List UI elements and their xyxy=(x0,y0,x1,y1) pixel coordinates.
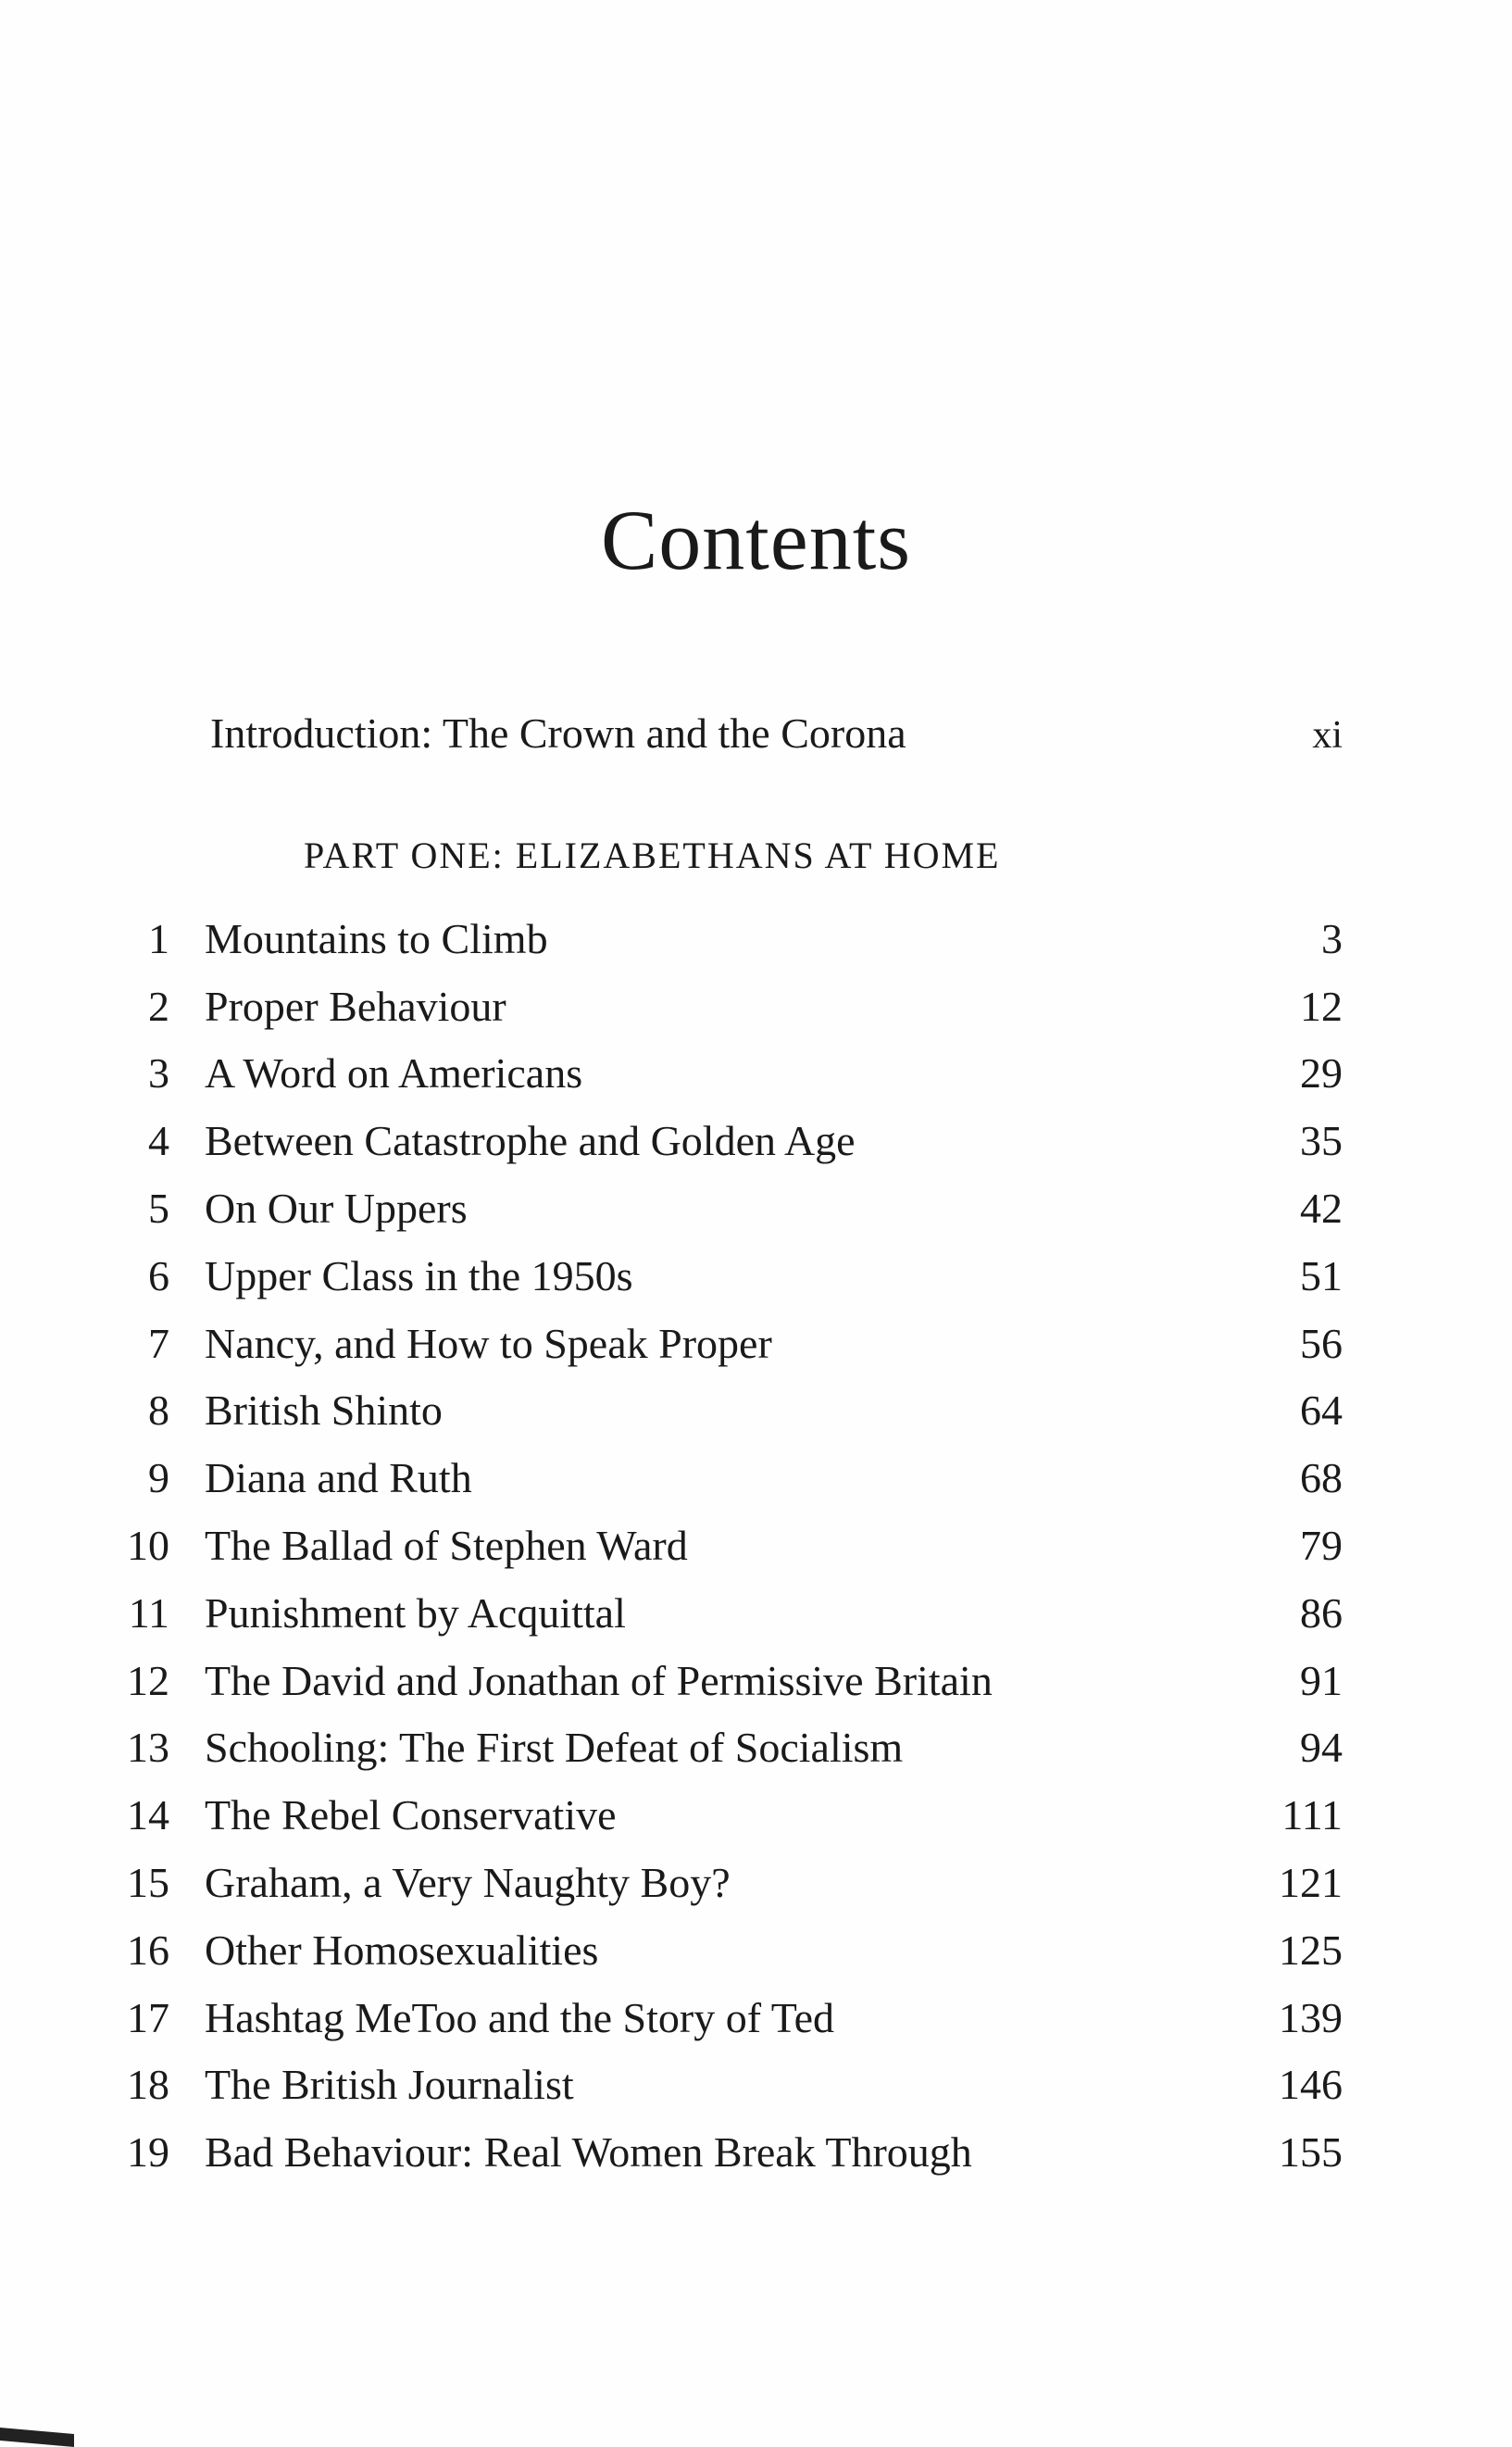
toc-entry[interactable] xyxy=(93,1647,1343,1714)
toc-entry[interactable] xyxy=(93,1781,1343,1849)
chapter-number: 2 xyxy=(148,982,169,1030)
chapter-page: 3 xyxy=(1321,914,1343,962)
chapter-title: Proper Behaviour xyxy=(205,982,506,1030)
chapter-page: 86 xyxy=(1300,1588,1343,1637)
chapter-number: 11 xyxy=(128,1588,169,1637)
toc-entry[interactable] xyxy=(93,1242,1343,1310)
chapter-title: Between Catastrophe and Golden Age xyxy=(205,1117,856,1165)
toc-entry[interactable] xyxy=(93,1444,1343,1512)
chapter-number: 17 xyxy=(127,1993,169,2041)
chapter-page: 111 xyxy=(1281,1791,1343,1839)
chapter-title: Punishment by Acquittal xyxy=(205,1588,626,1637)
toc-entry[interactable] xyxy=(93,2052,1343,2119)
chapter-page: 56 xyxy=(1300,1319,1343,1367)
chapter-page: 91 xyxy=(1300,1656,1343,1704)
toc-entry[interactable] xyxy=(93,1849,1343,1916)
chapter-title: Diana and Ruth xyxy=(205,1454,472,1502)
chapter-number: 4 xyxy=(148,1117,169,1165)
toc-entry[interactable] xyxy=(93,1040,1343,1108)
chapter-title: Mountains to Climb xyxy=(205,914,548,962)
entry-title: Introduction: The Crown and the Corona xyxy=(210,709,906,757)
chapter-page: 121 xyxy=(1279,1859,1343,1907)
toc-entry[interactable] xyxy=(93,1377,1343,1445)
toc-entry[interactable] xyxy=(93,1916,1343,1984)
chapter-page: 146 xyxy=(1279,2061,1343,2109)
chapter-number: 8 xyxy=(148,1387,169,1435)
chapter-number: 1 xyxy=(148,914,169,962)
chapter-number: 19 xyxy=(127,2128,169,2177)
chapter-title: Other Homosexualities xyxy=(205,1926,599,1974)
page-title: Contents xyxy=(600,493,912,587)
chapter-title: The Ballad of Stephen Ward xyxy=(205,1522,688,1570)
chapter-page: 64 xyxy=(1300,1387,1343,1435)
chapter-page: 155 xyxy=(1279,2128,1343,2177)
chapter-number: 15 xyxy=(127,1859,169,1907)
entry-page: xi xyxy=(1312,714,1343,757)
chapter-number: 13 xyxy=(127,1724,169,1772)
chapter-number: 7 xyxy=(148,1319,169,1367)
chapter-title: Bad Behaviour: Real Women Break Through xyxy=(205,2128,972,2177)
chapter-page: 35 xyxy=(1300,1117,1343,1165)
chapter-number: 5 xyxy=(148,1185,169,1233)
toc-entry[interactable] xyxy=(93,1174,1343,1242)
chapter-number: 16 xyxy=(127,1926,169,1974)
chapter-page: 12 xyxy=(1300,982,1343,1030)
chapter-title: The British Journalist xyxy=(205,2061,574,2109)
chapter-page: 51 xyxy=(1300,1251,1343,1299)
chapter-title: The Rebel Conservative xyxy=(205,1791,617,1839)
chapter-title: British Shinto xyxy=(205,1387,443,1435)
chapter-list xyxy=(93,905,1343,2186)
toc-entry[interactable] xyxy=(93,973,1343,1040)
chapter-page: 94 xyxy=(1300,1724,1343,1772)
chapter-title: Hashtag MeToo and the Story of Ted xyxy=(205,1993,835,2041)
chapter-title: The David and Jonathan of Permissive Britain xyxy=(205,1656,993,1704)
chapter-title: Graham, a Very Naughty Boy? xyxy=(205,1859,731,1907)
chapter-page: 79 xyxy=(1300,1522,1343,1570)
toc-entry[interactable] xyxy=(93,1579,1343,1647)
chapter-number: 14 xyxy=(127,1791,169,1839)
chapter-number: 3 xyxy=(148,1049,169,1098)
toc-entry[interactable] xyxy=(93,905,1343,973)
toc-entry[interactable] xyxy=(93,1107,1343,1174)
chapter-number: 9 xyxy=(148,1454,169,1502)
chapter-title: A Word on Americans xyxy=(205,1049,583,1098)
chapter-number: 18 xyxy=(127,2061,169,2109)
chapter-title: Nancy, and How to Speak Proper xyxy=(205,1319,772,1367)
toc-entry[interactable] xyxy=(93,1984,1343,2052)
chapter-title: Schooling: The First Defeat of Socialism xyxy=(205,1724,904,1772)
chapter-number: 12 xyxy=(127,1656,169,1704)
chapter-number: 6 xyxy=(148,1251,169,1299)
chapter-title: On Our Uppers xyxy=(205,1185,468,1233)
chapter-page: 42 xyxy=(1300,1185,1343,1233)
toc-entry[interactable] xyxy=(93,1512,1343,1579)
chapter-title: Upper Class in the 1950s xyxy=(205,1251,633,1299)
page-edge-shadow xyxy=(0,2428,74,2447)
chapter-page: 68 xyxy=(1300,1454,1343,1502)
toc-entry-introduction[interactable] xyxy=(210,709,1343,758)
toc-entry[interactable] xyxy=(93,1714,1343,1782)
toc-entry[interactable] xyxy=(93,1310,1343,1377)
chapter-page: 29 xyxy=(1300,1049,1343,1098)
chapter-page: 139 xyxy=(1279,1993,1343,2041)
chapter-page: 125 xyxy=(1279,1926,1343,1974)
part-heading: PART ONE: ELIZABETHANS AT HOME xyxy=(304,834,1001,876)
chapter-number: 10 xyxy=(127,1522,169,1570)
toc-entry[interactable] xyxy=(93,2118,1343,2186)
